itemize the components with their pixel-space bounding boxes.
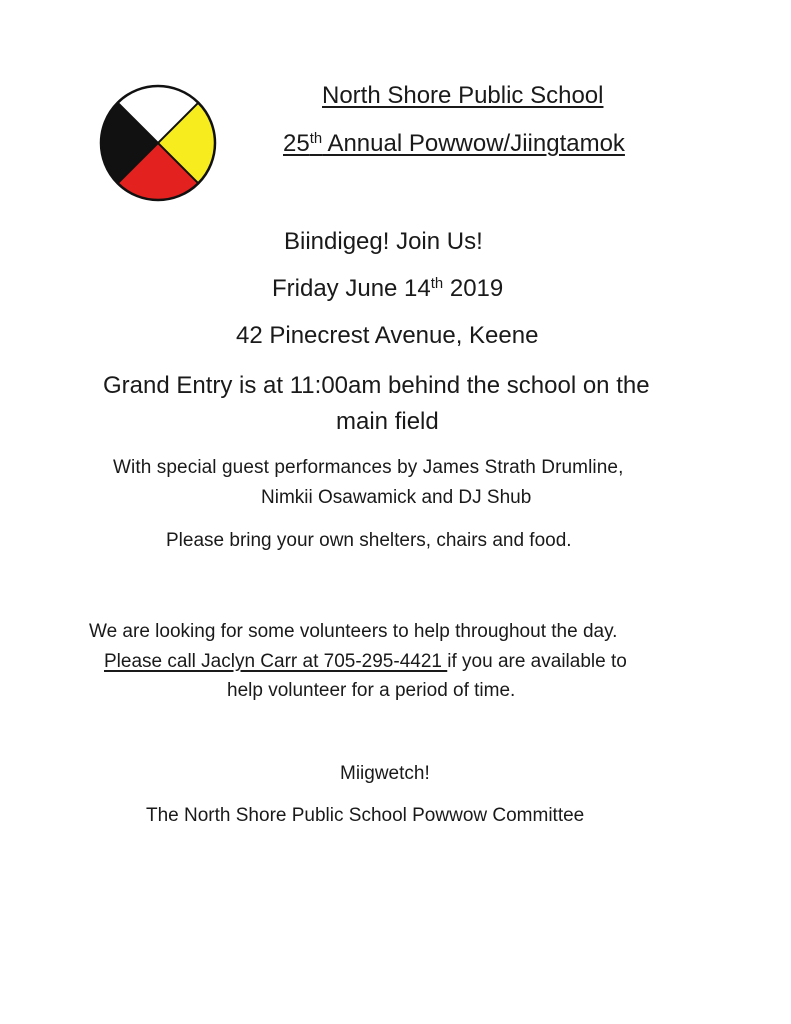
medicine-wheel-icon	[98, 83, 218, 203]
volunteers-line-1: We are looking for some volunteers to help throughout the day.	[89, 621, 618, 642]
event-date-suffix: th	[430, 275, 444, 292]
event-date-year: 2019	[443, 275, 504, 302]
committee-signature: The North Shore Public School Powwow Committee	[146, 805, 585, 826]
event-number-suffix: th	[309, 130, 323, 147]
volunteers-line-2	[104, 651, 684, 673]
bring-supplies-note: Please bring your own shelters, chairs and food.	[166, 530, 572, 551]
grand-entry-line-2: main field	[336, 408, 439, 435]
grand-entry-line-1: Grand Entry is at 11:00am behind the school on the	[103, 372, 650, 399]
event-date-day: Friday June 14	[272, 275, 431, 302]
event-title-heading	[283, 130, 653, 158]
special-guests-line-2: Nimkii Osawamick and DJ Shub	[261, 487, 532, 508]
thanks-text: Miigwetch!	[340, 763, 430, 784]
event-date	[272, 275, 522, 303]
welcome-text: Biindigeg! Join Us!	[284, 228, 483, 255]
event-number: 25	[283, 130, 310, 157]
volunteers-line-2-rest: if you are available to	[447, 651, 627, 672]
school-name-heading: North Shore Public School	[322, 82, 604, 109]
volunteers-line-3: help volunteer for a period of time.	[227, 680, 516, 701]
event-address: 42 Pinecrest Avenue, Keene	[236, 322, 539, 349]
special-guests-line-1: With special guest performances by James Strath Drumline,	[113, 457, 624, 478]
event-name: Annual Powwow/Jiingtamok	[322, 130, 625, 157]
volunteer-contact-text: Please call Jaclyn Carr at 705-295-4421	[104, 651, 448, 672]
